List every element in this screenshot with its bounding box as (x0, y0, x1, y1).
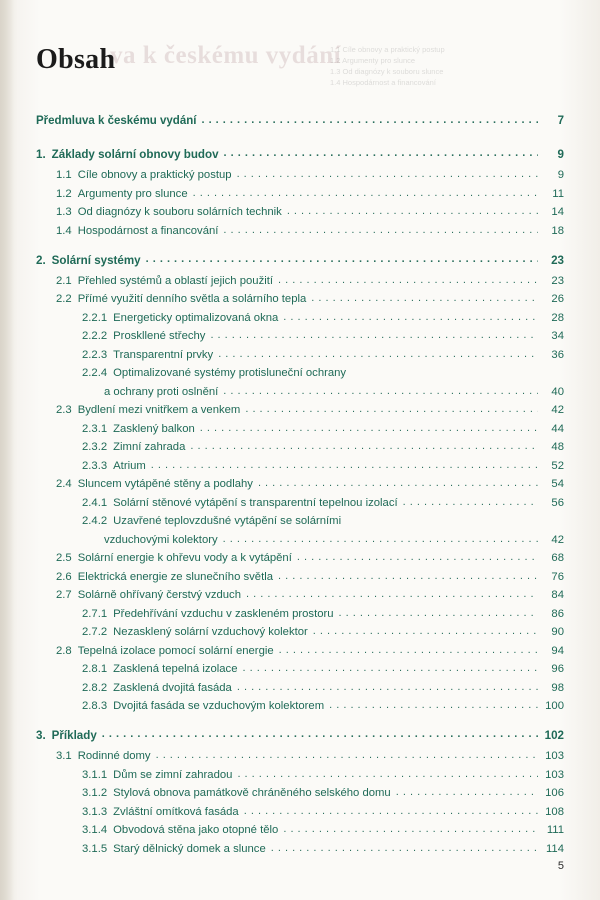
toc-entry-number: 2.2 (56, 293, 72, 305)
toc-entry-label: Solární stěnové vytápění s transparentní tepelnou izolací (113, 496, 398, 509)
toc-entry-label: Optimalizované systémy protisluneční ochrany (113, 367, 347, 379)
toc-entry-page: 44 (551, 422, 564, 435)
toc-entry-label: Bydlení mezi vnitřkem a venkem (77, 404, 241, 416)
toc-entry-page: 98 (551, 681, 564, 694)
toc-entry-page: 7 (557, 115, 564, 127)
toc-entry-page: 42 (551, 533, 564, 546)
toc-entry-label: Základy solární obnovy budov (51, 148, 219, 161)
page-number: 5 (557, 860, 564, 872)
toc-entry-subsection[interactable] (34, 823, 564, 838)
toc-entry-page: 42 (551, 404, 564, 416)
toc-entry-page: 40 (551, 385, 564, 398)
toc-entry-number: 2.2.1 (82, 311, 108, 324)
toc-entry-number: 3.1.5 (82, 842, 108, 855)
toc-entry-page: 100 (545, 700, 564, 712)
leader-dots (246, 591, 538, 603)
toc-entry-subsection[interactable] (34, 786, 564, 801)
toc-entry-label: Zvláštní omítková fasáda (113, 805, 239, 818)
toc-entry-chapter[interactable] (34, 728, 564, 743)
leader-dots (210, 332, 538, 344)
toc-entry-label: Elektrická energie ze slunečního světla (77, 570, 274, 583)
leader-dots (218, 351, 538, 363)
toc-entry-number: 1. (36, 148, 46, 161)
toc-entry-number: 2.1 (56, 274, 72, 287)
toc-entry-number: 2.3.1 (82, 422, 108, 435)
toc-entry-page: 103 (545, 768, 564, 781)
toc-entry-number: 2.7 (56, 589, 72, 601)
leader-dots (223, 388, 538, 400)
toc-entry-label: Předehřívání vzduchu v zaskleném prostoru (113, 607, 334, 620)
toc-entry-number: 2. (36, 253, 46, 267)
toc-entry-label: Předmluva k českému vydání (36, 115, 197, 127)
leader-dots (224, 150, 538, 162)
toc-entry-page: 48 (551, 441, 564, 453)
leader-dots (200, 425, 538, 437)
toc-entry-page: 84 (551, 589, 564, 601)
toc-entry-page: 114 (545, 842, 564, 855)
toc-entry-page: 96 (551, 663, 564, 675)
toc-entry-number: 2.4.1 (82, 496, 108, 509)
toc-entry-page: 54 (551, 478, 564, 490)
toc-entry-subsection[interactable] (34, 625, 564, 640)
leader-dots (244, 808, 538, 820)
toc-entry-subsection[interactable] (34, 440, 564, 455)
bleed-line: 1.1 Cíle obnovy a praktický postup (330, 45, 445, 54)
toc-entry-label: Uzavřené teplovzdušné vytápění se solárními (113, 515, 342, 527)
toc-entry-page: 9 (557, 148, 564, 161)
toc-entry-subsection[interactable] (34, 699, 564, 714)
leader-dots (237, 171, 538, 183)
toc-entry-number: 2.7.1 (82, 607, 108, 620)
toc-entry-label: Obvodová stěna jako otopné tělo (113, 824, 279, 836)
toc-entry-page: 106 (545, 787, 564, 799)
page-title: Obsah (36, 44, 116, 75)
toc-entry-number: 1.3 (56, 206, 72, 218)
toc-entry-number: 2.2.3 (82, 348, 108, 361)
leader-dots (329, 702, 538, 714)
toc-entry-number: 3.1 (56, 750, 72, 762)
toc-entry-section[interactable] (34, 292, 564, 307)
toc-entry-number: 2.3.2 (82, 441, 108, 453)
toc-entry-page: 52 (551, 459, 564, 472)
toc-entry-label: Hospodárnost a financování (77, 224, 219, 237)
toc-entry-page: 23 (551, 274, 564, 287)
leader-dots (396, 789, 538, 801)
toc-entry-preface[interactable] (34, 114, 564, 129)
toc-entry-number: 3.1.1 (82, 768, 108, 781)
toc-entry-page: 108 (545, 805, 564, 818)
leader-dots (278, 573, 538, 585)
toc-entry-section[interactable] (34, 551, 564, 566)
bleed-line: 1.4 Hospodárnost a financování (330, 78, 436, 87)
leader-dots (339, 610, 538, 622)
leader-dots (403, 499, 538, 511)
leader-dots (242, 665, 538, 677)
leader-dots (223, 536, 538, 548)
leader-dots (237, 771, 538, 783)
toc-entry-label: Zasklená dvojitá fasáda (113, 681, 232, 694)
toc-entry-section[interactable] (34, 403, 564, 418)
toc-entry-label: Zasklená tepelná izolace (113, 663, 238, 675)
leader-dots (146, 256, 538, 268)
toc-entry-section[interactable] (34, 168, 564, 183)
leader-dots (279, 647, 538, 659)
leader-dots (278, 277, 538, 289)
leader-dots (283, 314, 538, 326)
toc-entry-page: 11 (552, 187, 564, 200)
toc-entry-section[interactable] (34, 205, 564, 220)
leader-dots (287, 208, 538, 220)
toc-entry-page: 103 (545, 750, 564, 762)
toc-entry-continuation[interactable] (34, 385, 564, 400)
toc-entry-number: 2.2.4 (82, 367, 108, 379)
leader-dots (283, 826, 538, 838)
toc-entry-section[interactable] (34, 644, 564, 659)
leader-dots (201, 117, 538, 129)
leader-dots (258, 480, 538, 492)
toc-entry-page: 86 (551, 607, 564, 620)
toc-entry-subsection[interactable] (34, 607, 564, 622)
toc-entry-page: 18 (551, 224, 564, 237)
toc-entry-page: 68 (551, 552, 564, 564)
bleed-through-title: va k českému vydání (110, 42, 342, 69)
toc-entry-label: Zasklený balkon (113, 422, 195, 435)
toc-entry-label: Zimní zahrada (113, 441, 186, 453)
toc-entry-page: 90 (551, 626, 564, 638)
toc-entry-label: Dům se zimní zahradou (113, 768, 233, 781)
toc-entry-label: Příklady (51, 729, 97, 742)
leader-dots (351, 369, 538, 381)
toc-entry-section[interactable] (34, 274, 564, 289)
toc-entry-number: 2.3.3 (82, 459, 108, 472)
leader-dots (297, 554, 538, 566)
toc-entry-section[interactable] (34, 570, 564, 585)
toc-entry-page: 34 (551, 330, 564, 342)
toc-entry-label: Stylová obnova památkově chráněného selského domu (113, 787, 391, 799)
toc-entry-page: 36 (551, 348, 564, 361)
toc-entry-number: 2.8.3 (82, 700, 108, 712)
leader-dots (245, 406, 538, 418)
toc-entry-label: Přímé využití denního světla a solárního tepla (77, 293, 307, 305)
toc-entry-subsection[interactable] (34, 662, 564, 677)
toc-entry-chapter[interactable] (34, 147, 564, 162)
leader-dots (311, 295, 538, 307)
toc-entry-label: Přehled systémů a oblastí jejich použití (77, 274, 274, 287)
leader-dots (193, 190, 538, 202)
toc-entry-subsection[interactable] (34, 329, 564, 344)
leader-dots (346, 517, 538, 529)
toc-entry-label: Solární systémy (51, 253, 141, 267)
toc-entry-label: Rodinné domy (77, 750, 151, 762)
toc-entry-label: a ochrany proti oslnění (104, 385, 219, 398)
toc-entry-section[interactable] (34, 187, 564, 202)
toc-entry-continuation[interactable] (34, 533, 564, 548)
leader-dots (271, 845, 538, 857)
toc-entry-label: Dvojitá fasáda se vzduchovým kolektorem (113, 700, 325, 712)
toc-entry-number: 2.6 (56, 570, 72, 583)
toc-entry-page: 9 (557, 169, 564, 181)
toc-entry-section[interactable] (34, 224, 564, 239)
toc-entry-number: 3.1.2 (82, 787, 108, 799)
toc-entry-label: Cíle obnovy a praktický postup (77, 169, 232, 181)
toc-entry-label: Solárně ohřívaný čerstvý vzduch (77, 589, 241, 601)
toc-entry-label: Solární energie k ohřevu vody a k vytápění (77, 552, 292, 564)
toc-entry-label: Transparentní prvky (113, 348, 214, 361)
toc-entry-number: 2.2.2 (82, 330, 108, 342)
toc-entry-label: Argumenty pro slunce (77, 187, 188, 200)
leader-dots (223, 227, 538, 239)
toc-entry-label: vzduchovými kolektory (104, 533, 218, 546)
toc-entry-page: 28 (551, 311, 564, 324)
bleed-line: 1.2 Argumenty pro slunce (330, 56, 416, 65)
toc-entry-subsection[interactable] (34, 459, 564, 474)
toc-entry-page: 23 (551, 253, 564, 267)
toc-entry-number: 2.4.2 (82, 515, 108, 527)
toc-entry-page: 76 (551, 570, 564, 583)
toc-entry-number: 3.1.3 (82, 805, 108, 818)
toc-entry-number: 2.7.2 (82, 626, 108, 638)
leader-dots (156, 752, 538, 764)
toc-entry-subsection[interactable] (34, 422, 564, 437)
toc-entry-number: 2.8 (56, 644, 72, 657)
toc-entry-number: 2.4 (56, 478, 72, 490)
toc-entry-number: 2.8.2 (82, 681, 108, 694)
toc-entry-page: 102 (544, 729, 564, 742)
toc-entry-number: 2.3 (56, 404, 72, 416)
toc-entry-number: 2.8.1 (82, 663, 108, 675)
toc-entry-page: 94 (551, 644, 564, 657)
toc-entry-label: Proskllené střechy (113, 330, 206, 342)
toc-entry-page: 111 (546, 824, 564, 836)
toc-entry-subsection[interactable] (34, 366, 564, 381)
leader-dots (190, 443, 538, 455)
toc-entry-section[interactable] (34, 477, 564, 492)
toc-entry-subsection[interactable] (34, 681, 564, 696)
toc-entry-section[interactable] (34, 588, 564, 603)
toc-entry-label: Starý dělnický domek a slunce (113, 842, 266, 855)
table-of-contents (34, 114, 564, 857)
toc-entry-number: 3. (36, 729, 46, 742)
toc-entry-number: 1.2 (56, 187, 72, 200)
toc-entry-label: Energeticky optimalizovaná okna (113, 311, 279, 324)
toc-entry-number: 3.1.4 (82, 824, 108, 836)
toc-entry-subsection[interactable] (34, 805, 564, 820)
toc-entry-label: Nezasklený solární vzduchový kolektor (113, 626, 308, 638)
toc-entry-label: Tepelná izolace pomocí solární energie (77, 644, 274, 657)
toc-entry-page: 26 (551, 293, 564, 305)
leader-dots (102, 731, 538, 743)
toc-entry-subsection[interactable] (34, 768, 564, 783)
leader-dots (313, 628, 538, 640)
toc-entry-subsection[interactable] (34, 311, 564, 326)
toc-entry-number: 1.1 (56, 169, 72, 181)
leader-dots (237, 684, 538, 696)
toc-entry-number: 1.4 (56, 224, 72, 237)
bleed-line: 1.3 Od diagnózy k souboru slunce (330, 67, 444, 76)
toc-entry-label: Atrium (113, 459, 146, 472)
toc-entry-page: 14 (551, 206, 564, 218)
toc-entry-label: Od diagnózy k souboru solárních technik (77, 206, 282, 218)
toc-entry-subsection[interactable] (34, 842, 564, 857)
toc-entry-label: Sluncem vytápěné stěny a podlahy (77, 478, 253, 490)
toc-entry-subsection[interactable] (34, 496, 564, 511)
toc-entry-chapter[interactable] (34, 253, 564, 268)
toc-entry-page: 56 (551, 496, 564, 509)
toc-entry-section[interactable] (34, 749, 564, 764)
toc-entry-subsection[interactable] (34, 348, 564, 363)
leader-dots (151, 462, 538, 474)
toc-entry-number: 2.5 (56, 552, 72, 564)
toc-entry-subsection[interactable] (34, 514, 564, 529)
